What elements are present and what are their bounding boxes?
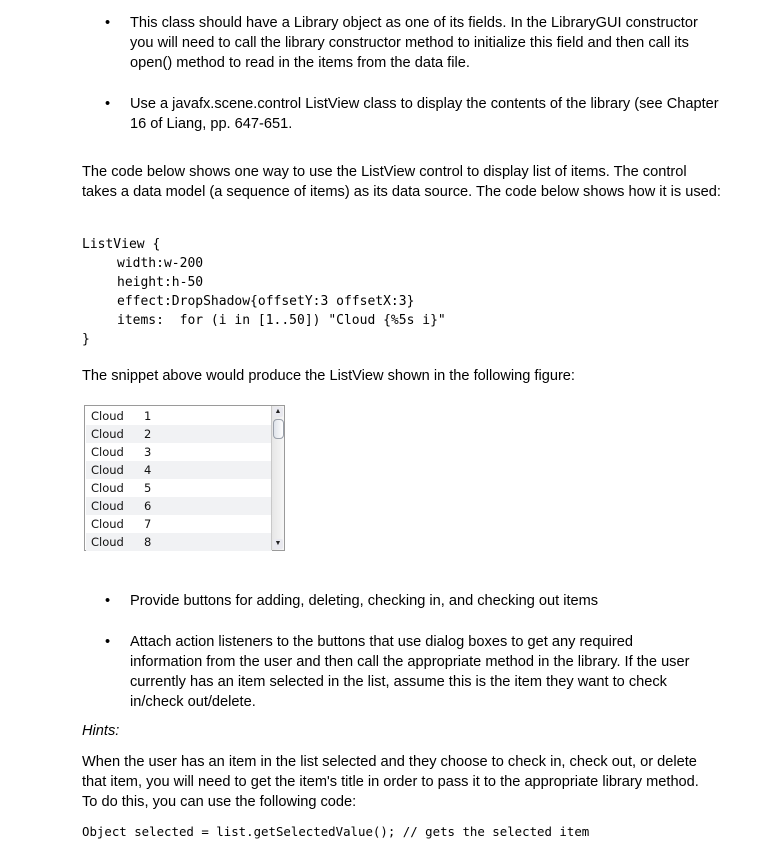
code-line: effect:DropShadow{offsetY:3 offsetX:3}: [117, 294, 415, 309]
intro-paragraph: The code below shows one way to use the ListView control to display list of items. The control takes a data model (a sequence of items) as its data source. The code below shows how it is used:: [82, 164, 721, 200]
listview-item[interactable]: [86, 515, 272, 533]
listview-item-number: 1: [144, 409, 152, 423]
bullet-dot: •: [105, 15, 111, 31]
bullet-action-listeners: Attach action listeners to the buttons that use dialog boxes to get any required information from the user and then call the appropriate method in the library. If the user currently has an item selected in the list, assume this is the item they want to check in/check out/delete.: [130, 634, 690, 710]
listview-item-number: 2: [144, 427, 152, 441]
scroll-thumb: [273, 419, 284, 439]
bullet-listview-class: Use a javafx.scene.control ListView class to display the contents of the library (see Chapter 16 of Liang, pp. 647-651.: [130, 96, 719, 132]
listview-figure: [84, 405, 285, 551]
listview-item[interactable]: [86, 479, 272, 497]
listview-item-name: Cloud: [91, 427, 124, 441]
listview-item-number: 5: [144, 481, 152, 495]
listview-item-name: Cloud: [91, 445, 124, 459]
listview-item-name: Cloud: [91, 481, 124, 495]
bullet-library-field: This class should have a Library object as one of its fields. In the LibraryGUI constructor you will need to call the library constructor method to initialize this field and then call its open() method to read in the items from the data file.: [130, 15, 698, 71]
listview-item-number: 8: [144, 535, 152, 549]
listview-item[interactable]: [86, 533, 272, 551]
listview-item-name: Cloud: [91, 409, 124, 423]
listview-item-name: Cloud: [91, 463, 124, 477]
bullet-provide-buttons: Provide buttons for adding, deleting, checking in, and checking out items: [130, 593, 599, 609]
bullet-dot: •: [105, 593, 111, 609]
code-line: items: for (i in [1..50]) "Cloud {%5s i}": [117, 313, 446, 328]
listview-item-number: 6: [144, 499, 152, 513]
bullet-dot: •: [105, 96, 111, 112]
code-line: Object selected = list.getSelectedValue(); // gets the selected item: [82, 824, 590, 839]
listview-item[interactable]: [86, 461, 272, 479]
listview-scrollbar: [271, 406, 284, 550]
listview-item-number: 4: [144, 463, 152, 477]
listview-item[interactable]: [86, 425, 272, 443]
code-line: height:h-50: [117, 275, 204, 290]
scroll-up-icon: ▲: [274, 408, 282, 415]
bullet-dot: •: [105, 634, 111, 650]
listview-item[interactable]: [86, 497, 272, 515]
listview-item[interactable]: [86, 443, 272, 461]
figure-caption: The snippet above would produce the ListView shown in the following figure:: [82, 368, 575, 384]
listview-item-number: 3: [144, 445, 152, 459]
listview-item[interactable]: [86, 407, 272, 425]
listview-item-name: Cloud: [91, 499, 124, 513]
code-line: ListView {: [82, 237, 161, 252]
listview-item-name: Cloud: [91, 517, 124, 531]
listview-item-number: 7: [144, 517, 152, 531]
code-line: width:w-200: [117, 256, 204, 271]
code-line: }: [82, 332, 90, 347]
listview-item-name: Cloud: [91, 535, 124, 549]
hints-paragraph: When the user has an item in the list selected and they choose to check in, check out, or delete that item, you will need to get the item's title in order to pass it to the appropriate library method. To do this, you can use the following code:: [82, 754, 699, 810]
scroll-down-icon: ▼: [274, 540, 282, 547]
hints-label: Hints:: [82, 723, 120, 739]
